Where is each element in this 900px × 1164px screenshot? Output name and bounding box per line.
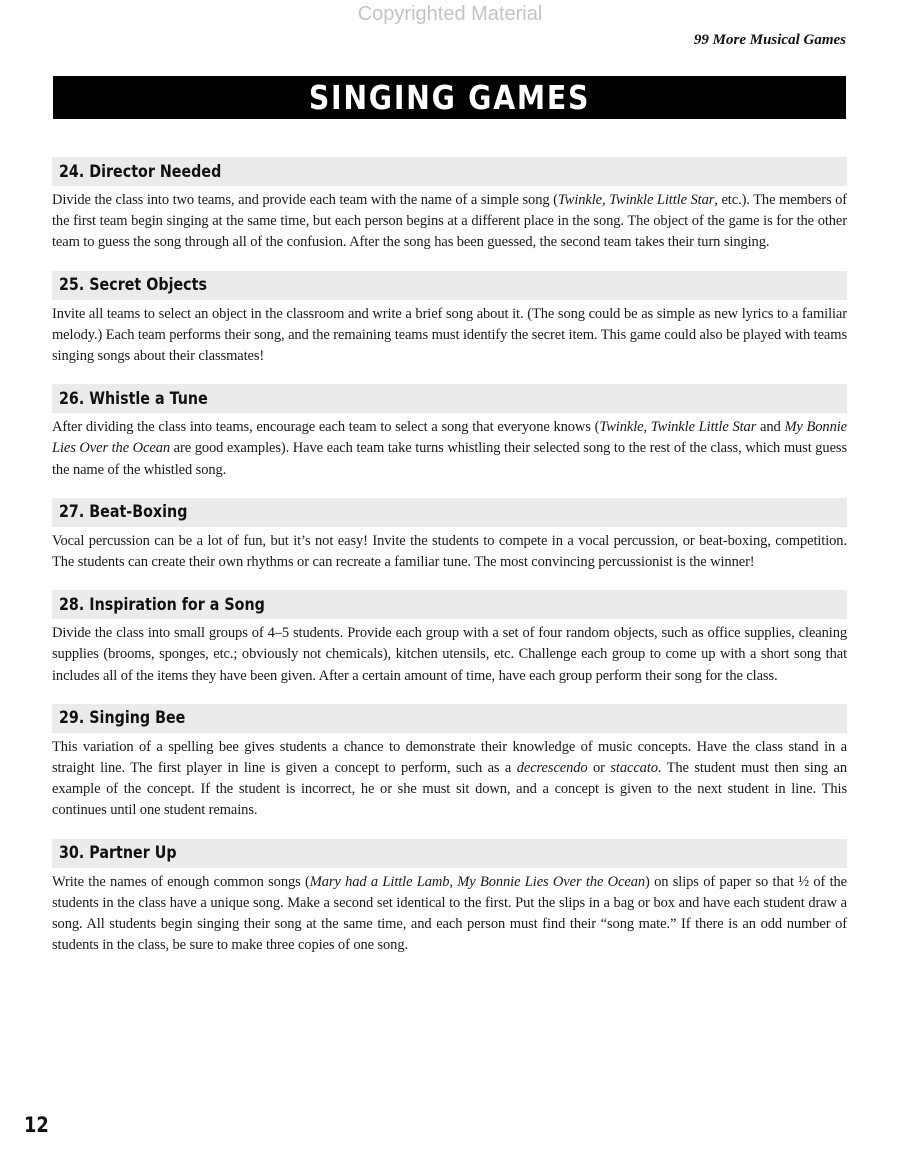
running-head: 99 More Musical Games — [693, 32, 846, 48]
body-text: , etc.). The members of the first team begin singing at the same time, but each person begins at a different place in the song. The object of the game is for the other team to guess the song through all of the confusion. After the song has been guessed, the second team takes their turn singing. — [52, 192, 847, 251]
body-text: Divide the class into two teams, and provide each team with the name of a simple song ( — [52, 192, 558, 208]
game-heading-bar — [52, 157, 847, 186]
body-text: . The student must then sing an example of the concept. If the student is incorrect, he or she must sit down, and a concept is given to the next student in line. This continues until one student remains. — [52, 760, 847, 819]
body-text: After dividing the class into teams, encourage each team to select a song that everyone knows ( — [52, 419, 600, 436]
game-entry — [52, 157, 847, 254]
body-text: Vocal percussion can be a lot of fun, but it’s not easy! Invite the students to compete in a vocal percussion, or beat-boxing, competition. The students can create their own rhythms or can recreate a familiar tune. The most convincing percussionist is the winner! — [52, 532, 847, 571]
italic-title-text: decrescendo — [516, 760, 588, 777]
game-heading-bar — [52, 498, 847, 527]
game-title: 25. Secret Objects — [59, 275, 207, 296]
game-description — [52, 531, 847, 573]
italic-title-text: staccato — [610, 760, 658, 777]
game-entry — [52, 704, 847, 822]
game-heading-bar — [52, 590, 847, 619]
game-heading-bar — [52, 839, 847, 868]
body-text: This variation of a spelling bee gives students a chance to demonstrate their knowledge of music concepts. Have the class stand in a straight line. The first player in line is given a concept to perform, such as a — [52, 738, 847, 777]
game-entry — [52, 839, 847, 957]
game-entry — [52, 384, 847, 481]
game-description — [52, 417, 847, 481]
section-title: SINGING GAMES — [308, 78, 591, 117]
page-number: 12 — [24, 1113, 49, 1137]
game-description — [52, 737, 847, 822]
game-entry — [52, 498, 847, 573]
italic-title-text: Twinkle, Twinkle Little Star — [557, 192, 715, 208]
game-heading-bar — [52, 271, 847, 300]
game-entry — [52, 271, 847, 368]
body-text: Invite all teams to select an object in the classroom and write a brief song about it. (The song could be as simple as new lyrics to a familiar melody.) Each team performs their song, and the remaining teams must identify the secret item. This game could also be played with teams singing songs about their classmates! — [52, 305, 847, 365]
body-text: Write the names of enough common songs ( — [52, 873, 310, 890]
game-heading-bar — [52, 704, 847, 733]
game-title: 28. Inspiration for a Song — [59, 594, 265, 615]
body-text: are good examples). Have each team take turns whistling their selected song to the rest of the class, which must guess the name of the whistled song. — [52, 440, 847, 478]
italic-title-text: My Bonnie Lies Over the Ocean — [52, 419, 847, 457]
game-title: 29. Singing Bee — [59, 708, 186, 729]
body-text: and — [756, 419, 785, 436]
game-heading-bar — [52, 384, 847, 413]
game-description — [52, 304, 847, 368]
italic-title-text: Twinkle, Twinkle Little Star — [599, 419, 757, 436]
copyright-watermark: Copyrighted Material — [357, 3, 543, 25]
game-title: 26. Whistle a Tune — [59, 388, 208, 409]
game-title: 24. Director Needed — [59, 161, 222, 182]
game-description — [52, 623, 847, 687]
game-description — [52, 190, 847, 254]
section-banner — [53, 76, 846, 119]
body-text: or — [587, 760, 611, 777]
body-text: Divide the class into small groups of 4–5 students. Provide each group with a set of four random objects, such as office supplies, cleaning supplies (brooms, sponges, etc.; obviously not chemicals), kitchen utensils, etc. Challenge each group to come up with a short song that includes all of the items they have been given. After a certain amount of time, have each group perform their song for the class. — [52, 625, 847, 684]
game-title: 30. Partner Up — [59, 843, 177, 864]
game-title: 27. Beat-Boxing — [59, 502, 188, 523]
italic-title-text: Mary had a Little Lamb, My Bonnie Lies Over the Ocean — [309, 873, 645, 890]
game-description — [52, 872, 847, 957]
games-list — [52, 157, 847, 973]
body-text: ) on slips of paper so that ½ of the students in the class have a unique song. Make a second set identical to the first. Put the slips in a bag or box and have each student draw a song. All students begin singing their song at the same time, and each person must find their “song mate.” If there is an odd number of students in the class, be sure to make three copies of one song. — [52, 873, 848, 954]
game-entry — [52, 590, 847, 687]
